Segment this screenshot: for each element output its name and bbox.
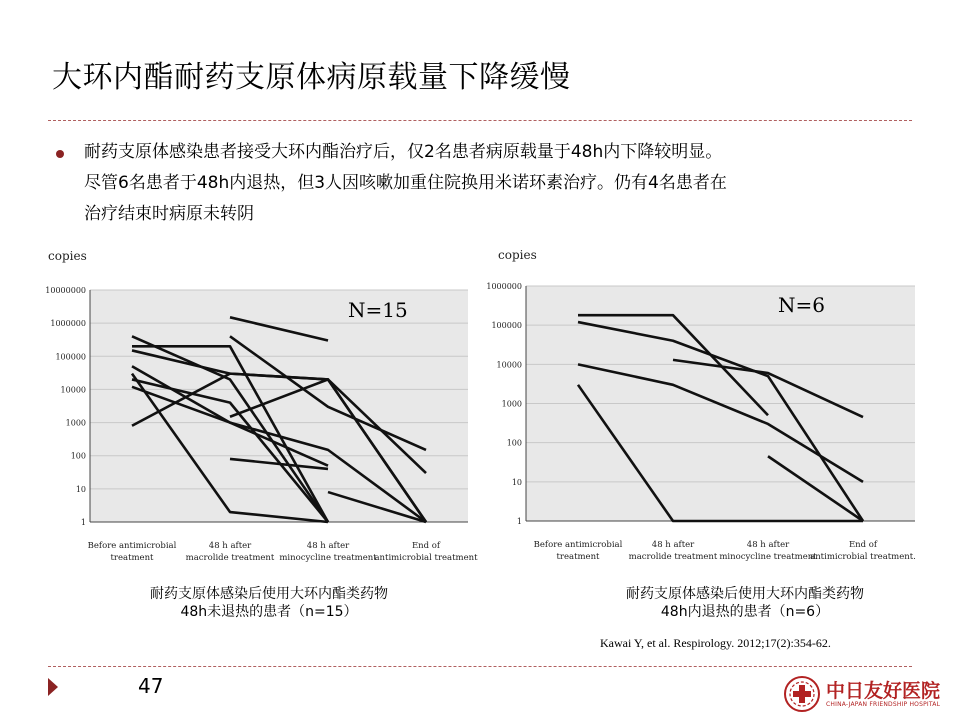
chart-left-x-tick-label: 48 h after [208, 541, 252, 551]
chart-left-y-axis-label: copies [48, 249, 87, 263]
caption-left-line2: 48h未退热的患者（n=15） [180, 604, 358, 620]
chart-right-y-tick-label: 1 [516, 517, 522, 526]
chart-right-x-tick-label: 48 h after [651, 540, 695, 550]
logo-name: 中日友好医院 [826, 680, 941, 702]
bullet-line-1: 耐药支原体感染患者接受大环内酯治疗后，仅2名患者病原载量于48h内下降较明显。 [84, 142, 723, 162]
arrow-icon [48, 678, 58, 696]
chart-right-y-tick-label: 100000 [491, 321, 522, 331]
chart-right-y-tick-label: 10 [511, 477, 522, 487]
caption-left [84, 585, 454, 621]
chart-right-annotation: N=6 [778, 293, 825, 317]
chart-left-x-tick-label: Before antimicrobial [87, 541, 177, 551]
chart-left-x-tick-label: antimicrobial treatment [374, 553, 478, 563]
chart-left [44, 242, 484, 576]
caption-right-line2: 48h内退热的患者（n=6） [660, 604, 830, 620]
chart-left-plot-group [45, 249, 478, 563]
chart-right-x-tick-label: Before antimicrobial [533, 540, 623, 550]
page-number: 47 [138, 674, 164, 698]
hospital-logo [782, 674, 941, 714]
chart-left-y-tick-label: 100 [70, 451, 86, 461]
chart-left-y-tick-label: 10000000 [45, 286, 86, 295]
chart-left-x-tick-label: 48 h after [306, 541, 350, 551]
chart-right-y-tick-label: 1000 [501, 399, 522, 409]
chart-left-x-tick-label: treatment [110, 553, 154, 563]
caption-right-line1: 耐药支原体感染后使用大环内酯类药物 [626, 586, 864, 602]
bottom-divider [48, 666, 912, 667]
chart-right-x-tick-label: 48 h after [746, 540, 790, 550]
chart-right-svg [486, 242, 920, 572]
bullet-paragraph [84, 137, 914, 230]
chart-right-x-tick-label: treatment [556, 552, 600, 562]
page-title: 大环内酯耐药支原体病原载量下降缓慢 [52, 60, 571, 95]
chart-left-y-tick-label: 1000000 [50, 319, 86, 329]
chart-right-x-tick-label: End of [848, 540, 878, 550]
chart-right-y-axis-label: copies [498, 248, 537, 262]
logo-subtitle: CHINA-JAPAN FRIENDSHIP HOSPITAL [826, 701, 941, 708]
chart-left-y-tick-label: 1000 [65, 418, 86, 428]
chart-left-plot-area [90, 290, 468, 522]
chart-right-x-tick-label: minocycline treatment [719, 552, 817, 562]
chart-left-x-tick-label: minocycline treatment [279, 553, 377, 563]
top-divider [48, 120, 912, 121]
chart-right-y-tick-label: 1000000 [486, 282, 522, 291]
citation: Kawai Y, et al. Respirology. 2012;17(2):354-62. [600, 636, 831, 650]
chart-right-y-tick-label: 10000 [496, 360, 522, 370]
chart-left-x-tick-label: End of [411, 541, 441, 551]
caption-left-line1: 耐药支原体感染后使用大环内酯类药物 [150, 586, 388, 602]
chart-left-y-tick-label: 10 [75, 484, 86, 494]
bullet-line-2: 尽管6名患者于48h内退热，但3人因咳嗽加重住院换用米诺环素治疗。仍有4名患者在 [84, 173, 727, 193]
chart-right [486, 242, 920, 576]
caption-right [560, 585, 930, 621]
chart-left-x-tick-label: macrolide treatment [185, 553, 275, 563]
bullet-line-3: 治疗结束时病原未转阴 [84, 204, 254, 224]
chart-left-annotation: N=15 [348, 298, 408, 322]
chart-left-y-tick-label: 100000 [55, 352, 86, 362]
logo-emblem-icon [782, 674, 822, 714]
chart-left-svg [44, 242, 484, 572]
chart-right-x-tick-label: antimicrobial treatment. [810, 552, 916, 562]
chart-right-y-tick-label: 100 [506, 438, 522, 448]
chart-left-y-tick-label: 1 [80, 518, 86, 527]
chart-right-plot-group [486, 248, 916, 562]
chart-left-y-tick-label: 10000 [60, 385, 86, 395]
chart-right-x-tick-label: macrolide treatment [628, 552, 718, 562]
bullet-icon [56, 150, 64, 158]
